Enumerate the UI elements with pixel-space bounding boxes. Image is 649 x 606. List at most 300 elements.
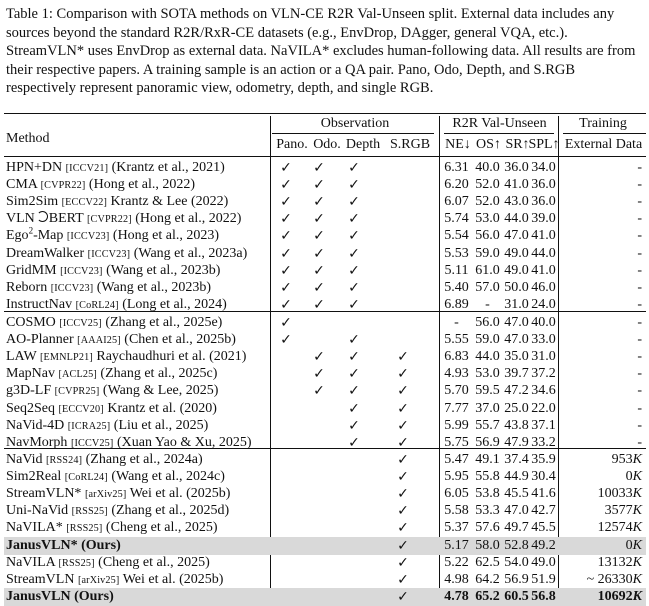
external-data-number: 12574K bbox=[597, 520, 642, 536]
external-data-value bbox=[637, 176, 642, 194]
spl-value: 45.5 bbox=[531, 520, 556, 536]
table-row bbox=[4, 331, 646, 349]
venue-tag: [ICCV25] bbox=[59, 318, 102, 329]
citation: (Wang et al., 2023a) bbox=[133, 245, 248, 261]
venue-tag: [ICCV23] bbox=[50, 282, 94, 294]
citation: Wei et al. (2025b) bbox=[122, 571, 224, 587]
sr-value: 49.7 bbox=[504, 520, 529, 536]
external-data-value bbox=[637, 193, 642, 211]
external-data-value bbox=[637, 296, 642, 314]
sr-value: 39.7 bbox=[504, 366, 529, 382]
srgb-check-icon: ✓ bbox=[397, 469, 409, 486]
odo-check-icon: ✓ bbox=[313, 160, 325, 176]
pano-check-icon: ✓ bbox=[280, 211, 292, 228]
sr-header: SR↑ bbox=[505, 137, 530, 152]
citation: (Hong et al., 2022) bbox=[135, 211, 242, 227]
method-superscript: 2 bbox=[28, 225, 34, 236]
depth-check-icon: ✓ bbox=[348, 349, 360, 366]
venue-tag: [ECCV20] bbox=[58, 403, 104, 415]
external-data-value bbox=[637, 365, 642, 383]
srgb-check-icon: ✓ bbox=[397, 383, 409, 400]
method-name: Seq2Seq bbox=[6, 400, 55, 416]
os-value: - bbox=[485, 296, 490, 312]
external-data-value bbox=[637, 331, 642, 349]
venue-tag: [RSS24] bbox=[45, 455, 83, 466]
citation: (Wang et al., 2023b) bbox=[96, 279, 212, 295]
sr-value: 47.9 bbox=[504, 434, 529, 450]
external-data-value bbox=[626, 537, 642, 555]
odo-check-icon: ✓ bbox=[313, 177, 325, 194]
ne-value: 5.22 bbox=[444, 554, 469, 570]
external-data-number: - bbox=[637, 160, 642, 175]
table-row bbox=[4, 502, 646, 520]
citation: Raychaudhuri et al. (2021) bbox=[96, 349, 247, 365]
os-value: 57.0 bbox=[475, 279, 500, 295]
citation: (Zhang et al., 2024a) bbox=[85, 452, 203, 467]
venue-tag: [ICCV25] bbox=[70, 437, 114, 449]
srgb-check-icon: ✓ bbox=[397, 417, 409, 434]
depth-check-icon: ✓ bbox=[348, 245, 360, 262]
spl-value: 46.0 bbox=[531, 279, 556, 295]
venue-tag: [ACL25] bbox=[58, 369, 97, 381]
method-cell bbox=[6, 296, 227, 315]
external-data-number: - bbox=[637, 366, 642, 382]
srgb-check-icon: ✓ bbox=[397, 503, 409, 520]
depth-header: Depth bbox=[345, 137, 381, 152]
external-data-number: 0K bbox=[625, 537, 642, 553]
citation: (Zhang et al., 2025e) bbox=[105, 315, 223, 330]
table-row bbox=[4, 400, 646, 418]
spl-value: 34.6 bbox=[531, 383, 556, 399]
citation: Krantz et al. (2020) bbox=[107, 400, 217, 416]
sr-value: 50.0 bbox=[504, 279, 529, 295]
sr-value: 41.0 bbox=[504, 177, 529, 193]
table-row bbox=[4, 451, 646, 469]
spl-value: 37.1 bbox=[531, 417, 556, 433]
spl-value: 33.2 bbox=[531, 434, 556, 450]
method-name-suffix: -Map bbox=[33, 228, 64, 244]
spl-value: 42.7 bbox=[531, 503, 556, 519]
spl-value: 49.2 bbox=[531, 537, 556, 553]
citation: (Krantz et al., 2021) bbox=[111, 160, 225, 175]
table-row bbox=[4, 296, 646, 314]
table-caption: Table 1: Comparison with SOTA methods on VLN-CE R2R Val-Unseen split. External data includes any sources beyond the standard R2R/RxR-CE datasets (e.g., EnvDrop, DAgger, general VQA, etc.). StreamVLN* uses EnvDrop as external data. NaVILA* excludes human-following data. All results are from their respective papers. A training sample is an action or a QA pair. Pano, Odo, Depth, and S.RGB respectively represent panoramic view, odometry, depth, and single RGB. bbox=[6, 6, 636, 96]
ne-value: 5.54 bbox=[444, 228, 469, 244]
method-name: GridMM bbox=[6, 262, 57, 278]
ne-value: 5.55 bbox=[444, 332, 469, 348]
venue-tag: [arXiv25] bbox=[77, 574, 120, 586]
table-row bbox=[4, 176, 646, 194]
srgb-check-icon: ✓ bbox=[397, 452, 409, 468]
odo-check-icon: ✓ bbox=[313, 349, 325, 366]
depth-check-icon: ✓ bbox=[348, 228, 360, 245]
srgb-check-icon: ✓ bbox=[397, 571, 409, 588]
depth-check-icon: ✓ bbox=[348, 160, 360, 176]
method-name: DreamWalker bbox=[6, 245, 85, 261]
venue-tag: [EMNLP21] bbox=[40, 352, 93, 364]
method-name: Sim2Real bbox=[6, 469, 62, 485]
ne-header: NE↓ bbox=[445, 137, 471, 152]
pano-check-icon: ✓ bbox=[280, 245, 292, 262]
external-data-number: - bbox=[637, 349, 642, 365]
spl-value: 31.0 bbox=[531, 349, 556, 365]
venue-tag: [CoRL24] bbox=[75, 299, 119, 311]
external-data-value bbox=[637, 314, 642, 332]
citation: (Chen et al., 2025b) bbox=[124, 332, 236, 348]
ne-value: 4.93 bbox=[444, 366, 469, 382]
sr-value: 56.9 bbox=[504, 571, 529, 587]
depth-check-icon: ✓ bbox=[348, 177, 360, 194]
spl-value: 40.0 bbox=[531, 315, 556, 330]
srgb-header: S.RGB bbox=[389, 137, 431, 152]
method-name: AO-Planner bbox=[6, 332, 74, 348]
srgb-check-icon: ✓ bbox=[397, 400, 409, 417]
venue-tag: [CVPR22] bbox=[40, 180, 86, 192]
spl-value: 30.4 bbox=[531, 469, 556, 485]
table-row bbox=[4, 262, 646, 280]
method-name: NaVILA* bbox=[6, 520, 63, 536]
sr-value: 47.0 bbox=[504, 332, 529, 348]
ne-value: 6.31 bbox=[444, 160, 469, 175]
os-value: 40.0 bbox=[475, 160, 500, 175]
external-data-number: - bbox=[637, 194, 642, 210]
method-name: InstructNav bbox=[6, 296, 73, 312]
pano-check-icon: ✓ bbox=[280, 194, 292, 211]
external-data-number: 3577K bbox=[604, 503, 642, 519]
os-value: 59.0 bbox=[475, 245, 500, 261]
external-data-number: - bbox=[637, 383, 642, 399]
external-data-value bbox=[626, 468, 642, 486]
method-name: MapNav bbox=[6, 366, 55, 382]
ne-value: 5.74 bbox=[444, 211, 469, 227]
spl-value: 39.0 bbox=[531, 211, 556, 227]
os-value: 64.2 bbox=[475, 571, 500, 587]
citation: Krantz & Lee (2022) bbox=[110, 194, 229, 210]
external-data-value bbox=[637, 434, 642, 452]
os-value: 56.0 bbox=[475, 228, 500, 244]
table-row bbox=[4, 554, 646, 572]
venue-tag: [AAAI25] bbox=[77, 335, 121, 347]
external-data-value bbox=[587, 571, 642, 589]
table-row bbox=[4, 348, 646, 366]
spl-value: 49.0 bbox=[531, 554, 556, 570]
external-data-value bbox=[605, 502, 642, 520]
ne-value: 5.70 bbox=[444, 383, 469, 399]
sr-value: 37.4 bbox=[504, 452, 529, 467]
citation: (Hong et al., 2022) bbox=[88, 177, 196, 193]
method-cell bbox=[6, 537, 121, 555]
srgb-check-icon: ✓ bbox=[397, 434, 409, 451]
ne-value: - bbox=[454, 315, 459, 330]
srgb-check-icon: ✓ bbox=[397, 537, 409, 554]
venue-tag: [CVPR22] bbox=[86, 214, 132, 226]
comparison-table bbox=[4, 113, 646, 603]
external-data-number: - bbox=[637, 262, 642, 278]
ne-value: 5.95 bbox=[444, 469, 469, 485]
r2r-subrule bbox=[444, 133, 554, 134]
method-header: Method bbox=[6, 131, 50, 146]
srgb-check-icon: ✓ bbox=[397, 520, 409, 537]
os-value: 65.2 bbox=[475, 588, 500, 604]
method-name: Reborn bbox=[6, 279, 48, 295]
external-data-number: - bbox=[637, 228, 642, 244]
method-name: Ego bbox=[6, 228, 29, 244]
venue-tag: [ICCV23] bbox=[60, 265, 103, 277]
spl-value: 34.0 bbox=[531, 160, 556, 175]
training-subrule bbox=[563, 133, 646, 134]
citation: Wei et al. (2025b) bbox=[129, 486, 231, 502]
srgb-check-icon: ✓ bbox=[397, 588, 409, 605]
odo-check-icon: ✓ bbox=[313, 296, 325, 313]
external-data-value bbox=[637, 262, 642, 280]
external-data-value bbox=[637, 417, 642, 435]
os-value: 56.0 bbox=[475, 315, 500, 330]
spl-value: 37.2 bbox=[531, 366, 556, 382]
pano-check-icon: ✓ bbox=[280, 296, 292, 313]
external-data-number: 953K bbox=[611, 452, 642, 467]
method-name: HPN+DN bbox=[6, 160, 63, 175]
spl-value: 56.8 bbox=[531, 588, 556, 604]
os-value: 52.0 bbox=[475, 177, 500, 193]
spl-value: 51.9 bbox=[531, 571, 556, 587]
method-name: NaVid bbox=[6, 452, 43, 467]
r2r-header: R2R Val-Unseen bbox=[452, 116, 547, 131]
citation: (Zhang et al., 2025d) bbox=[111, 503, 230, 519]
ne-value: 5.99 bbox=[444, 417, 469, 433]
venue-tag: [ICRA25] bbox=[67, 420, 111, 432]
venue-tag: [CVPR25] bbox=[54, 386, 100, 398]
os-value: 57.6 bbox=[475, 520, 500, 536]
external-data-value bbox=[612, 451, 642, 469]
external-data-value bbox=[637, 279, 642, 297]
external-data-number: - bbox=[637, 417, 642, 433]
external-data-number: 10033K bbox=[597, 486, 642, 502]
os-value: 58.0 bbox=[475, 537, 500, 553]
venue-tag: [ICCV23] bbox=[87, 248, 131, 260]
observation-header: Observation bbox=[320, 116, 390, 131]
srgb-check-icon: ✓ bbox=[397, 349, 409, 366]
ne-value: 5.17 bbox=[444, 537, 469, 553]
method-name: Sim2Sim bbox=[6, 194, 59, 210]
header-row-2 bbox=[4, 136, 646, 154]
external-data-number: - bbox=[637, 245, 642, 261]
ne-value: 5.37 bbox=[444, 520, 469, 536]
external-data-value bbox=[598, 588, 642, 606]
venue-tag: [ICCV21] bbox=[65, 163, 109, 174]
os-value: 44.0 bbox=[475, 349, 500, 365]
spl-value: 35.9 bbox=[531, 452, 556, 467]
table-row bbox=[4, 314, 646, 332]
sr-value: 44.9 bbox=[504, 469, 529, 485]
method-cell bbox=[6, 588, 114, 606]
sr-value: 35.0 bbox=[504, 349, 529, 365]
sr-value: 47.0 bbox=[504, 228, 529, 244]
sr-value: 43.0 bbox=[504, 194, 529, 210]
os-value: 55.7 bbox=[475, 417, 500, 433]
pano-header: Pano. bbox=[276, 137, 308, 152]
venue-tag: [CoRL24] bbox=[64, 472, 108, 484]
sr-value: 52.8 bbox=[504, 537, 529, 553]
table-row bbox=[4, 245, 646, 263]
method-name: Uni-NaVid bbox=[6, 503, 69, 519]
method-name: VLN bbox=[6, 211, 35, 227]
sr-value: 47.0 bbox=[504, 315, 529, 330]
ne-value: 5.75 bbox=[444, 434, 469, 450]
os-value: 53.0 bbox=[475, 211, 500, 227]
training-header: Training bbox=[579, 116, 627, 131]
odo-check-icon: ✓ bbox=[313, 245, 325, 262]
table-row bbox=[4, 468, 646, 486]
ne-value: 6.07 bbox=[444, 194, 469, 210]
depth-check-icon: ✓ bbox=[348, 332, 360, 349]
table-row bbox=[4, 588, 646, 606]
venue-tag: [RSS25] bbox=[71, 506, 108, 518]
pano-check-icon: ✓ bbox=[280, 177, 292, 194]
external-data-number: - bbox=[637, 434, 642, 450]
external-data-value bbox=[598, 519, 642, 537]
method-name: JanusVLN (Ours) bbox=[6, 588, 114, 604]
os-value: 37.0 bbox=[475, 400, 500, 416]
table-row bbox=[4, 417, 646, 435]
sr-value: 49.0 bbox=[504, 262, 529, 278]
citation: (Cheng et al., 2025) bbox=[98, 554, 210, 570]
external-data-value bbox=[637, 210, 642, 228]
external-data-number: 13132K bbox=[597, 554, 642, 570]
depth-check-icon: ✓ bbox=[348, 211, 360, 228]
venue-tag: [arXiv25] bbox=[84, 489, 127, 501]
top-rule bbox=[4, 113, 646, 114]
odo-header: Odo. bbox=[313, 137, 341, 152]
method-name-suffix: BERT bbox=[48, 211, 84, 227]
ne-value: 6.05 bbox=[444, 486, 469, 502]
external-data-value bbox=[637, 400, 642, 418]
table-row bbox=[4, 193, 646, 211]
depth-check-icon: ✓ bbox=[348, 194, 360, 211]
pano-check-icon: ✓ bbox=[280, 279, 292, 296]
os-header: OS↑ bbox=[476, 137, 501, 152]
odo-check-icon: ✓ bbox=[313, 383, 325, 400]
srgb-check-icon: ✓ bbox=[397, 366, 409, 383]
depth-check-icon: ✓ bbox=[348, 417, 360, 434]
external-data-number: - bbox=[637, 315, 642, 330]
odo-check-icon: ✓ bbox=[313, 211, 325, 228]
sr-value: 49.0 bbox=[504, 245, 529, 261]
depth-check-icon: ✓ bbox=[348, 434, 360, 451]
sr-value: 43.8 bbox=[504, 417, 529, 433]
pano-check-icon: ✓ bbox=[280, 262, 292, 279]
spl-value: 41.6 bbox=[531, 486, 556, 502]
observation-subrule bbox=[272, 133, 434, 134]
ne-value: 6.83 bbox=[444, 349, 469, 365]
external-data-value bbox=[598, 554, 642, 572]
method-name: LAW bbox=[6, 349, 37, 365]
table-row bbox=[4, 485, 646, 503]
table-row bbox=[4, 159, 646, 177]
srgb-check-icon: ✓ bbox=[397, 554, 409, 571]
external-data-number: - bbox=[637, 400, 642, 416]
citation: (Hong et al., 2023) bbox=[112, 228, 220, 244]
pano-check-icon: ✓ bbox=[280, 160, 292, 176]
ne-value: 5.58 bbox=[444, 503, 469, 519]
external-data-number: 10692K bbox=[597, 588, 642, 604]
os-value: 59.5 bbox=[475, 383, 500, 399]
method-name: JanusVLN* (Ours) bbox=[6, 537, 121, 553]
citation: (Wang & Lee, 2025) bbox=[102, 383, 219, 399]
os-value: 61.0 bbox=[475, 262, 500, 278]
ne-value: 7.77 bbox=[444, 400, 469, 416]
external-data-value bbox=[598, 485, 642, 503]
odo-check-icon: ✓ bbox=[313, 262, 325, 279]
table-row bbox=[4, 210, 646, 228]
venue-tag: [ICCV23] bbox=[66, 231, 110, 243]
spl-value: 36.0 bbox=[531, 177, 556, 193]
sr-value: 60.5 bbox=[504, 588, 529, 604]
os-value: 59.0 bbox=[475, 332, 500, 348]
depth-check-icon: ✓ bbox=[348, 400, 360, 417]
sr-value: 31.0 bbox=[504, 296, 529, 312]
os-value: 56.9 bbox=[475, 434, 500, 450]
pano-check-icon: ✓ bbox=[280, 315, 292, 331]
external-data-number: - bbox=[637, 279, 642, 295]
sr-value: 36.0 bbox=[504, 160, 529, 175]
sr-value: 54.0 bbox=[504, 554, 529, 570]
depth-check-icon: ✓ bbox=[348, 296, 360, 313]
citation: (Long et al., 2024) bbox=[122, 296, 227, 312]
ne-value: 5.40 bbox=[444, 279, 469, 295]
table-row bbox=[4, 519, 646, 537]
external-data-number: - bbox=[637, 296, 642, 312]
table-row bbox=[4, 365, 646, 383]
srgb-check-icon: ✓ bbox=[397, 486, 409, 503]
os-value: 49.1 bbox=[475, 452, 500, 467]
method-cell bbox=[6, 434, 252, 453]
odo-check-icon: ✓ bbox=[313, 194, 325, 211]
sr-value: 47.2 bbox=[504, 383, 529, 399]
pano-check-icon: ✓ bbox=[280, 228, 292, 245]
external-data-number: - bbox=[637, 211, 642, 227]
spl-value: 33.0 bbox=[531, 332, 556, 348]
spl-header: SPL↑ bbox=[528, 137, 560, 152]
odo-check-icon: ✓ bbox=[313, 228, 325, 245]
table-row bbox=[4, 279, 646, 297]
table-row bbox=[4, 227, 646, 245]
method-name: NaVid-4D bbox=[6, 417, 65, 433]
ne-value: 5.11 bbox=[444, 262, 469, 278]
table-row bbox=[4, 537, 646, 555]
method-name: NaVILA bbox=[6, 554, 55, 570]
spl-value: 36.0 bbox=[531, 194, 556, 210]
external-data-number: 0K bbox=[625, 469, 642, 485]
method-name: StreamVLN bbox=[6, 571, 75, 587]
citation: (Wang et al., 2024c) bbox=[111, 469, 225, 485]
pano-check-icon: ✓ bbox=[280, 332, 292, 349]
external-data-value bbox=[637, 382, 642, 400]
method-name: COSMO bbox=[6, 315, 56, 330]
odo-check-icon: ✓ bbox=[313, 279, 325, 296]
sr-value: 25.0 bbox=[504, 400, 529, 416]
ne-value: 4.98 bbox=[444, 571, 469, 587]
os-value: 53.8 bbox=[475, 486, 500, 502]
ext-header: External Data bbox=[564, 137, 643, 152]
spl-value: 41.0 bbox=[531, 228, 556, 244]
citation: (Zhang et al., 2025c) bbox=[100, 366, 218, 382]
method-name: g3D-LF bbox=[6, 383, 52, 399]
external-data-value bbox=[637, 227, 642, 245]
ne-value: 6.89 bbox=[444, 296, 469, 312]
venue-tag: [RSS25] bbox=[66, 523, 103, 535]
spl-value: 24.0 bbox=[531, 296, 556, 312]
external-data-value bbox=[637, 348, 642, 366]
